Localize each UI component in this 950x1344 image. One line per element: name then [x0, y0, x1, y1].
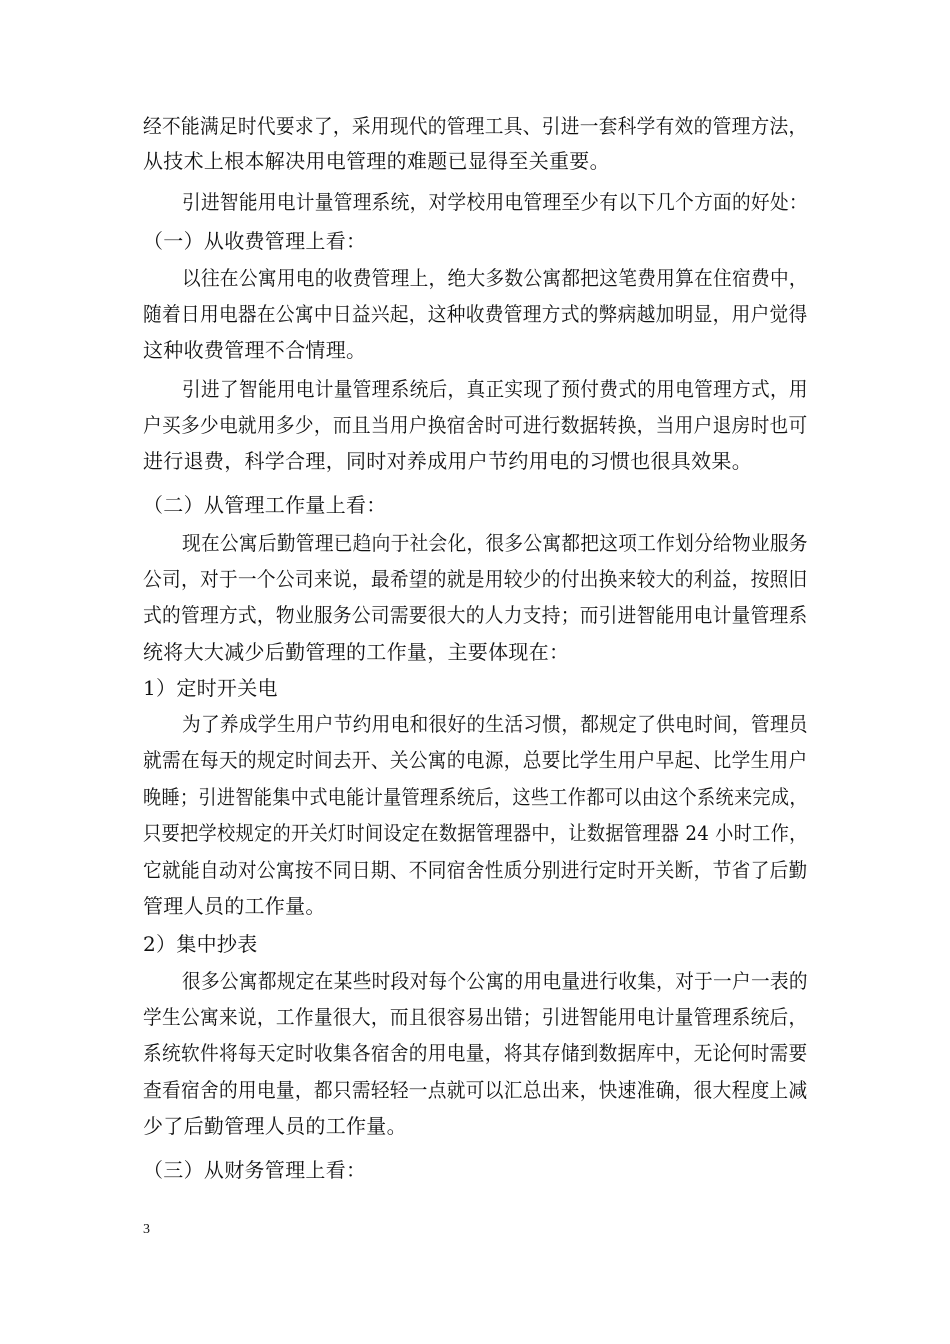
text-line: 公司，对于一个公司来说，最希望的就是用较少的付出换来较大的利益，按照旧 [143, 567, 808, 591]
text-line: 引进了智能用电计量管理系统后，真正实现了预付费式的用电管理方式，用 [182, 377, 808, 401]
text-line: 从技术上根本解决用电管理的难题已显得至关重要。 [143, 149, 610, 173]
text-line: 经不能满足时代要求了，采用现代的管理工具、引进一套科学有效的管理方法， [143, 114, 808, 138]
subsection-heading: 2）集中抄表 [143, 932, 258, 956]
section-heading: （二）从管理工作量上看： [143, 493, 387, 517]
text-line: 系统软件将每天定时收集各宿舍的用电量，将其存储到数据库中，无论何时需要 [143, 1041, 808, 1065]
text-line: 以往在公寓用电的收费管理上，绝大多数公寓都把这笔费用算在住宿费中， [182, 266, 808, 290]
text-line: 管理人员的工作量。 [143, 894, 326, 918]
text-line: 很多公寓都规定在某些时段对每个公寓的用电量进行收集，对于一户一表的 [182, 969, 808, 993]
text-line: 统将大大减少后勤管理的工作量，主要体现在： [143, 640, 570, 664]
text-line: 进行退费，科学合理，同时对养成用户节约用电的习惯也很具效果。 [143, 449, 752, 473]
page-number: 3 [143, 1222, 150, 1237]
text-line: 就需在每天的规定时间去开、关公寓的电源，总要比学生用户早起、比学生用户 [143, 748, 808, 772]
text-line: 户买多少电就用多少，而且当用户换宿舍时可进行数据转换，当用户退房时也可 [143, 413, 808, 437]
text-line: 晚睡；引进智能集中式电能计量管理系统后，这些工作都可以由这个系统来完成， [143, 785, 808, 809]
section-heading: （一）从收费管理上看： [143, 229, 367, 253]
text-line: 少了后勤管理人员的工作量。 [143, 1114, 407, 1138]
text-line: 学生公寓来说，工作量很大，而且很容易出错；引进智能用电计量管理系统后， [143, 1005, 808, 1029]
subsection-heading: 1）定时开关电 [143, 676, 278, 700]
text-line: 为了养成学生用户节约用电和很好的生活习惯，都规定了供电时间，管理员 [182, 712, 808, 736]
section-heading: （三）从财务管理上看： [143, 1158, 367, 1182]
text-line: 只要把学校规定的开关灯时间设定在数据管理器中，让数据管理器 24 小时工作， [143, 821, 808, 845]
text-line: 这种收费管理不合情理。 [143, 338, 367, 362]
text-line: 查看宿舍的用电量，都只需轻轻一点就可以汇总出来，快速准确，很大程度上减 [143, 1078, 808, 1102]
text-line: 它就能自动对公寓按不同日期、不同宿舍性质分别进行定时开关断，节省了后勤 [143, 858, 808, 882]
text-line: 式的管理方式，物业服务公司需要很大的人力支持；而引进智能用电计量管理系 [143, 603, 808, 627]
text-line: 引进智能用电计量管理系统，对学校用电管理至少有以下几个方面的好处： [182, 190, 808, 214]
text-line: 随着日用电器在公寓中日益兴起，这种收费管理方式的弊病越加明显，用户觉得 [143, 302, 808, 326]
text-line: 现在公寓后勤管理已趋向于社会化，很多公寓都把这项工作划分给物业服务 [182, 531, 808, 555]
